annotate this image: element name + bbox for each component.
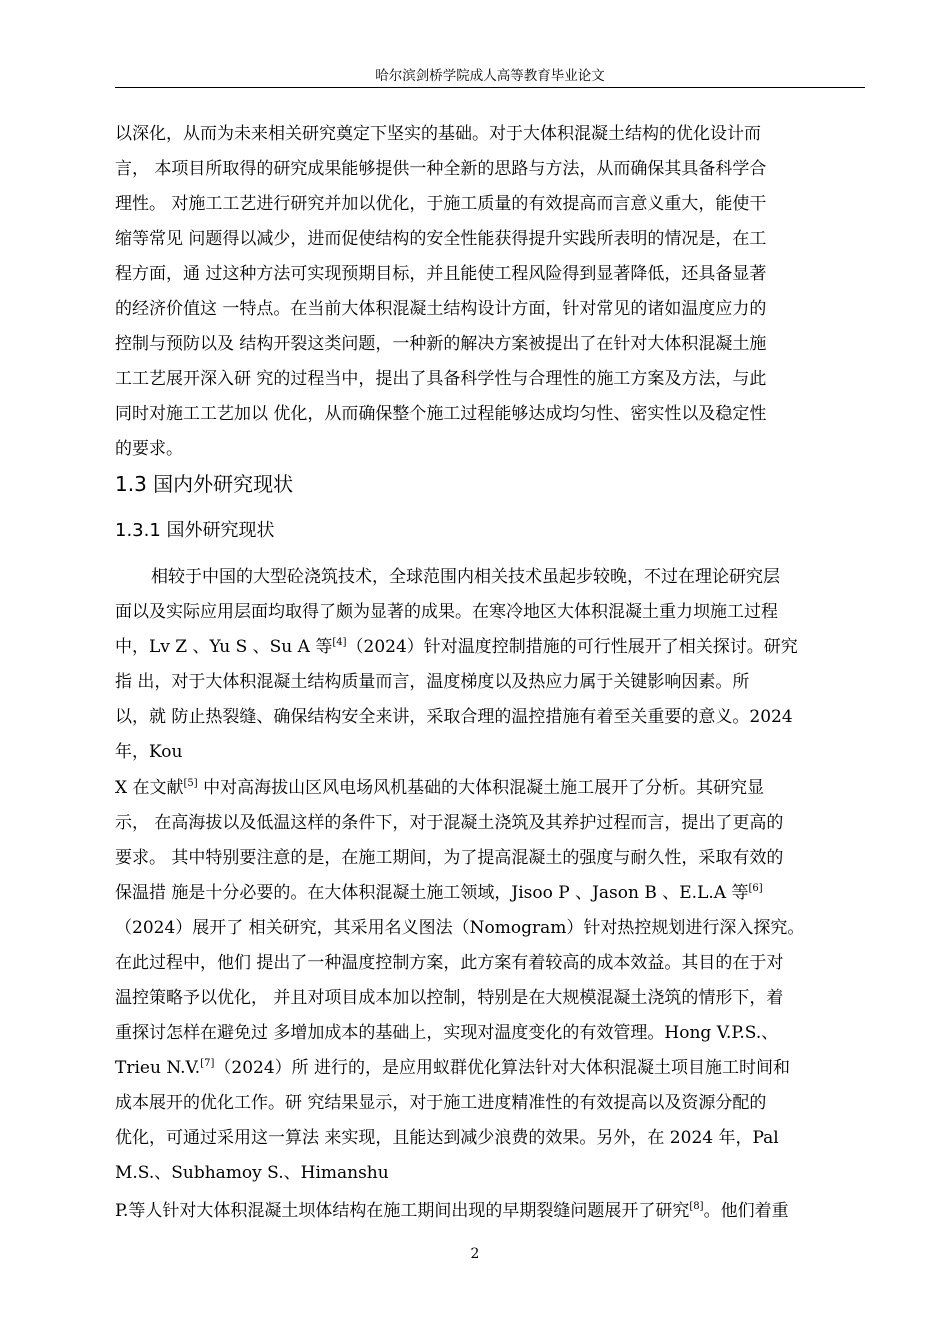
citation-ref-8[interactable]: [8]: [689, 1201, 704, 1212]
section-heading-1-3: 1.3 国内外研究现状: [115, 472, 294, 496]
text-run: 中对高海拔山区风电场风机基础的大体积混凝土施工展开了分析。其研究显: [197, 778, 765, 798]
paragraph-line: 以，就 防止热裂缝、确保结构安全来讲，采取合理的温控措施有着至关重要的意义。2024: [115, 707, 793, 727]
paragraph-line: 的要求。: [115, 439, 183, 459]
paragraph-line: 理性。 对施工工艺进行研究并加以优化，于施工质量的有效提高而言意义重大，能使干: [115, 194, 767, 214]
paragraph-line: [115, 1199, 789, 1223]
paragraph-line: 相较于中国的大型砼浇筑技术，全球范围内相关技术虽起步较晚，不过在理论研究层: [151, 567, 780, 587]
subsection-heading-1-3-1: 1.3.1 国外研究现状: [115, 520, 275, 541]
paragraph-line: 温控策略予以优化， 并且对项目成本加以控制，特别是在大规模混凝土浇筑的情形下，着: [115, 988, 784, 1008]
paragraph-line: 言， 本项目所取得的研究成果能够提供一种全新的思路与方法，从而确保其具备科学合: [115, 159, 767, 179]
paragraph-line: 同时对施工工艺加以 优化，从而确保整个施工过程能够达成均匀性、密实性以及稳定性: [115, 404, 767, 424]
text-run: Trieu N.V.: [115, 1058, 201, 1078]
page-number: 2: [470, 1246, 480, 1262]
running-header: 哈尔滨剑桥学院成人高等教育毕业论文: [375, 68, 605, 84]
paragraph-line: 重探讨怎样在避免过 多增加成本的基础上，实现对温度变化的有效管理。Hong V.P.S.、: [115, 1023, 779, 1043]
citation-ref-7[interactable]: [7]: [200, 1058, 215, 1069]
citation-ref-5[interactable]: [5]: [183, 778, 198, 789]
paragraph-line: [115, 635, 798, 659]
paragraph-line: 以深化，从而为未来相关研究奠定下坚实的基础。对于大体积混凝土结构的优化设计而: [115, 124, 761, 144]
text-run: 中，Lv Z 、Yu S 、Su A 等: [115, 637, 333, 657]
paragraph-line: 要求。 其中特别要注意的是，在施工期间，为了提高混凝土的强度与耐久性，采取有效的: [115, 848, 784, 868]
paragraph-line: 指 出，对于大体积混凝土结构质量而言，温度梯度以及热应力属于关键影响因素。所: [115, 672, 750, 692]
paragraph-line: 工工艺展开深入研 究的过程当中，提出了具备科学性与合理性的施工方案及方法，与此: [115, 369, 767, 389]
paragraph-line: 在此过程中，他们 提出了一种温度控制方案，此方案有着较高的成本效益。其目的在于对: [115, 953, 784, 973]
paragraph-line: 程方面，通 过这种方法可实现预期目标，并且能使工程风险得到显著降低，还具备显著: [115, 264, 767, 284]
citation-ref-6[interactable]: [6]: [748, 883, 763, 894]
header-divider: [115, 87, 865, 88]
text-run: （2024）所 进行的，是应用蚁群优化算法针对大体积混凝土项目施工时间和: [214, 1058, 791, 1078]
paragraph-line: [115, 1056, 790, 1080]
paragraph-line: 缩等常见 问题得以减少，进而促使结构的安全性能获得提升实践所表明的情况是，在工: [115, 229, 767, 249]
paragraph-line: M.S.、Subhamoy S.、Himanshu: [115, 1163, 389, 1183]
paragraph-line: （2024）展开了 相关研究，其采用名义图法（Nomogram）针对热控规划进行深入探究。: [115, 918, 805, 938]
paragraph-line: 控制与预防以及 结构开裂这类问题，一种新的解决方案被提出了在针对大体积混凝土施: [115, 334, 767, 354]
text-run: 保温措 施是十分必要的。在大体积混凝土施工领域，Jisoo P 、Jason B 、E.L.A 等: [115, 883, 749, 903]
paragraph-line: [115, 776, 764, 800]
paragraph-line: 示， 在高海拔以及低温这样的条件下，对于混凝土浇筑及其养护过程而言，提出了更高的: [115, 813, 784, 833]
text-run: 。他们着重: [703, 1201, 789, 1221]
paragraph-line: 年，Kou: [115, 742, 183, 762]
paragraph-line: 面以及实际应用层面均取得了颇为显著的成果。在寒冷地区大体积混凝土重力坝施工过程: [115, 602, 778, 622]
text-run: X 在文献: [115, 778, 184, 798]
citation-ref-4[interactable]: [4]: [332, 637, 347, 648]
paragraph-line: 的经济价值这 一特点。在当前大体积混凝土结构设计方面，针对常见的诸如温度应力的: [115, 299, 767, 319]
text-run: （2024）针对温度控制措施的可行性展开了相关探讨。研究: [346, 637, 798, 657]
paragraph-line: 成本展开的优化工作。研 究结果显示，对于施工进度精准性的有效提高以及资源分配的: [115, 1093, 767, 1113]
paragraph-line: [115, 881, 763, 905]
paragraph-line: 优化，可通过采用这一算法 来实现，且能达到减少浪费的效果。另外，在 2024 年，Pal: [115, 1128, 779, 1148]
text-run: P.等人针对大体积混凝土坝体结构在施工期间出现的早期裂缝问题展开了研究: [115, 1201, 690, 1221]
